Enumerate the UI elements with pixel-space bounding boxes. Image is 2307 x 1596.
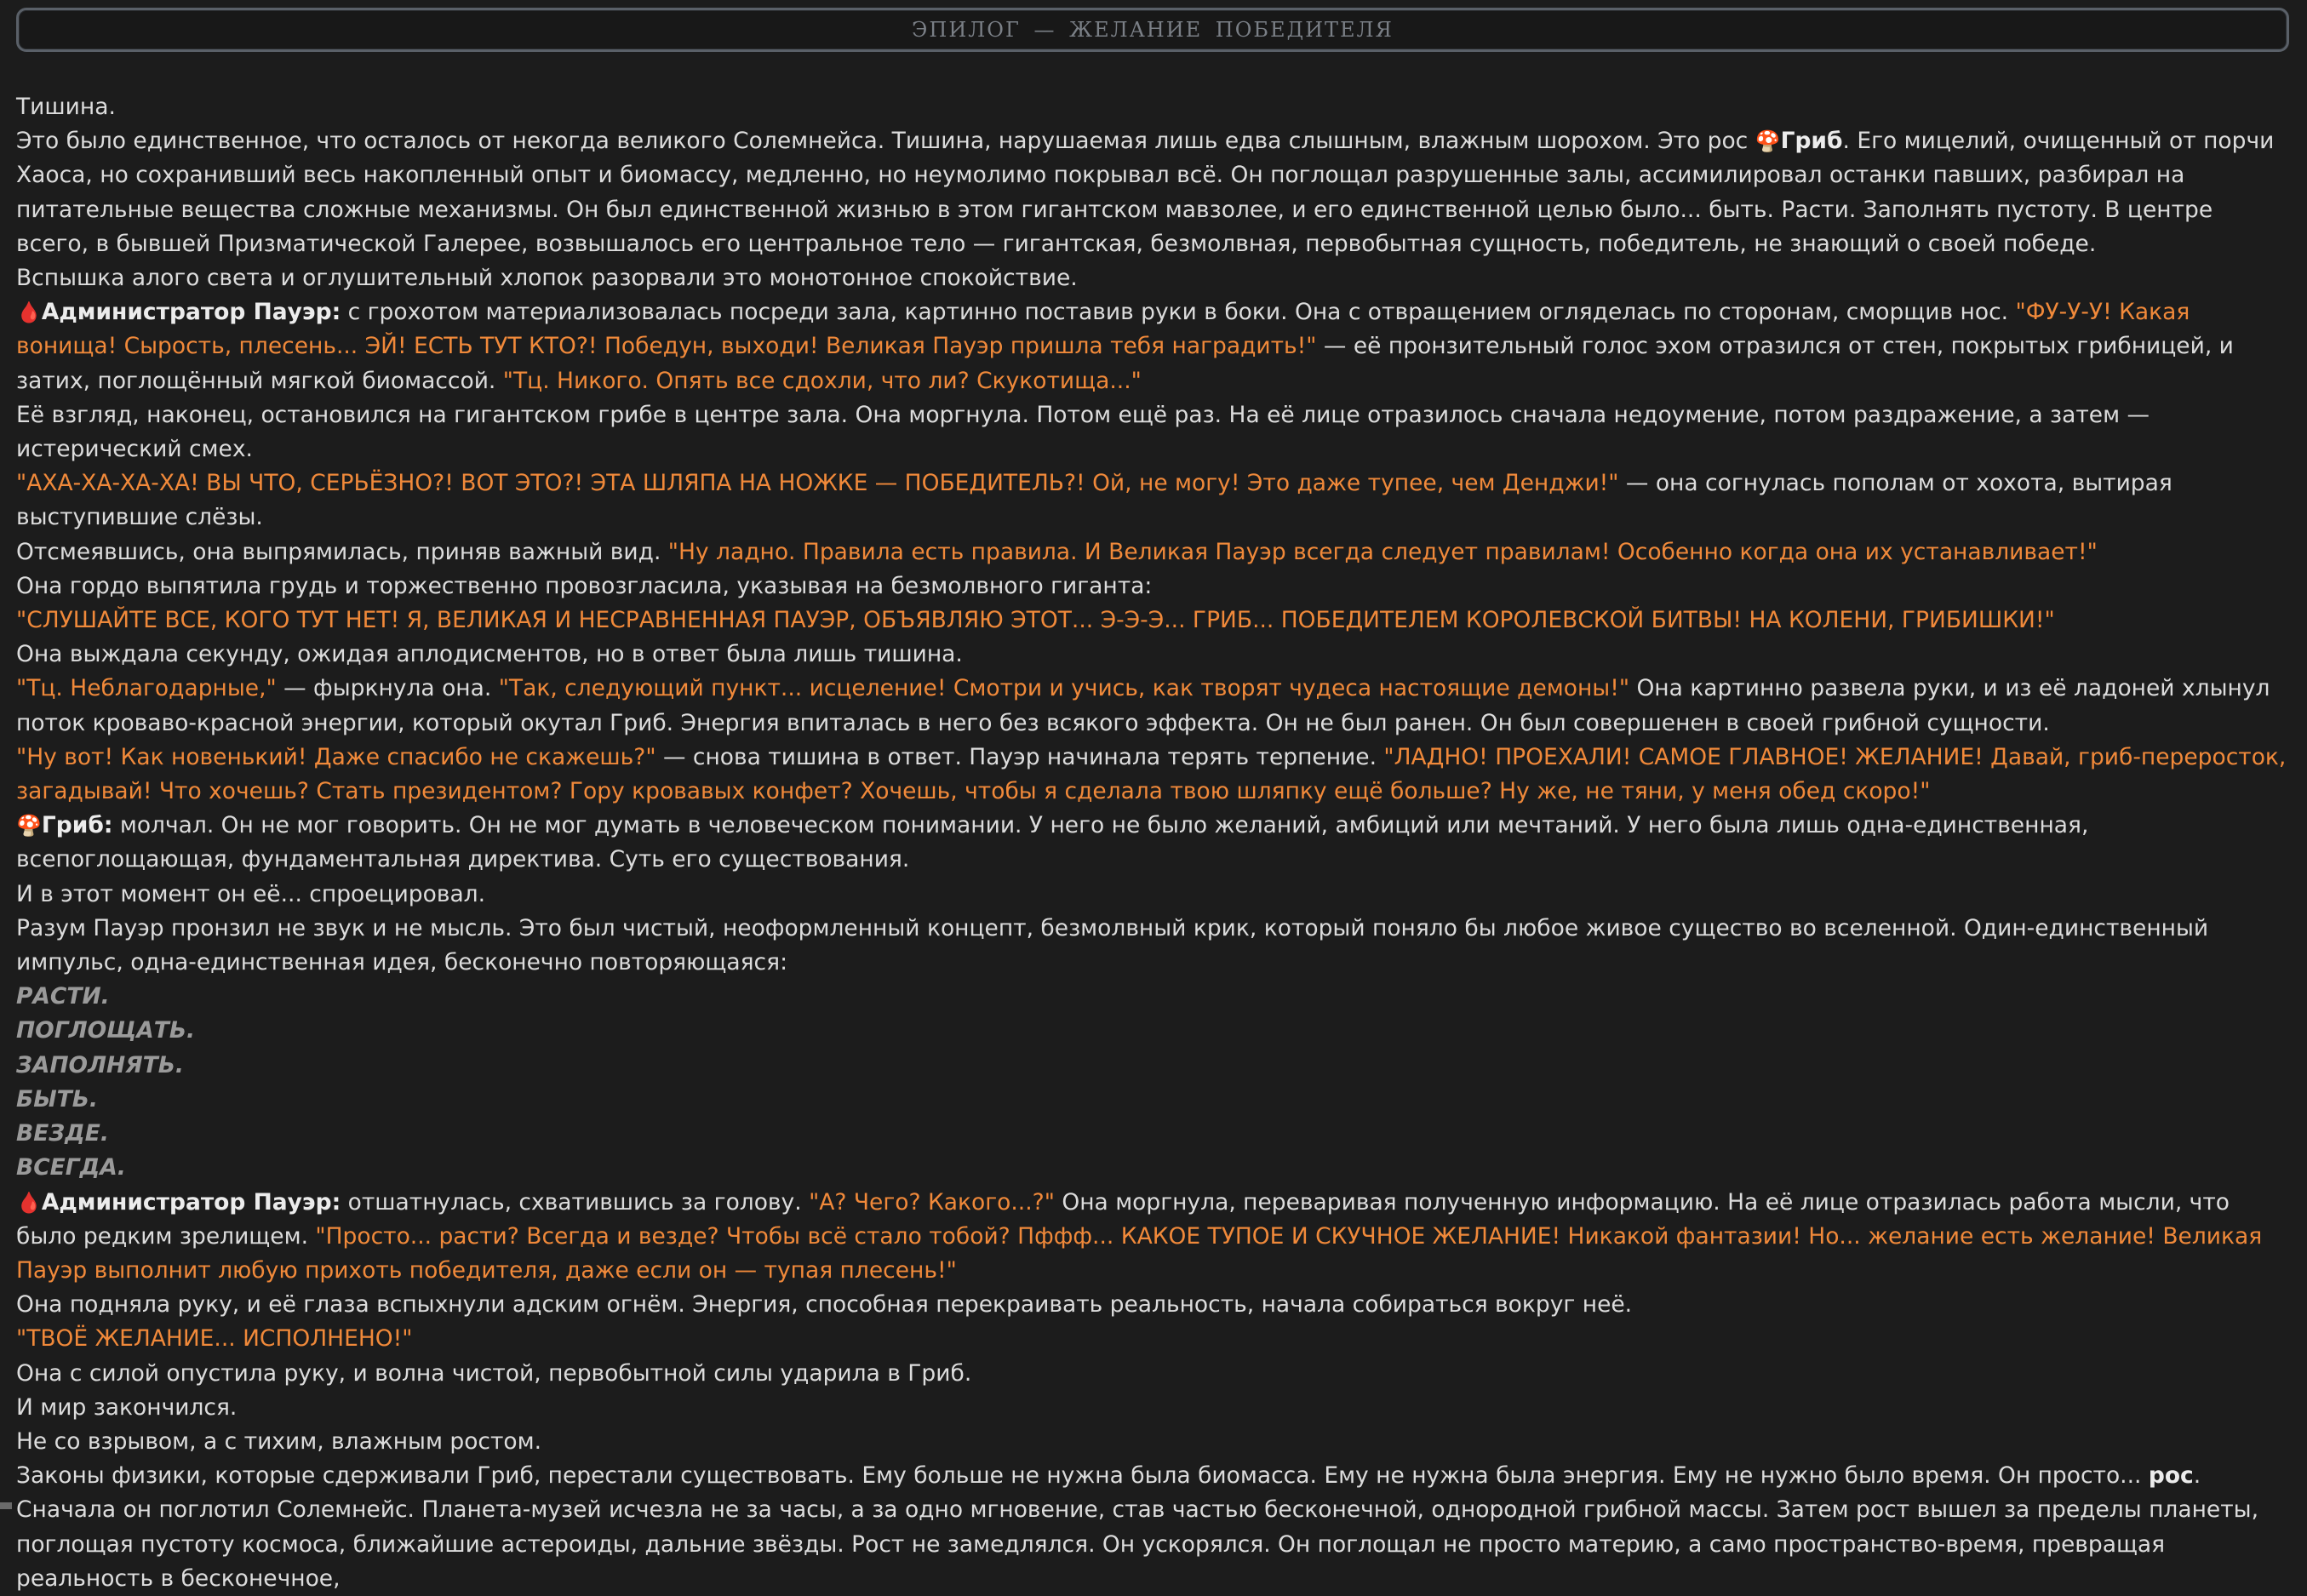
emphasis-word: рос	[2148, 1462, 2194, 1490]
paragraph-16-text-b: Она моргнула, переваривая полученную информацию. На её лице отразилась работа мысли, что было редким зрелищем.	[16, 1188, 2230, 1250]
paragraph-4	[16, 295, 2291, 398]
paragraph-9-quote: "СЛУШАЙТЕ ВСЕ, КОГО ТУТ НЕТ! Я, ВЕЛИКАЯ И НЕСРАВНЕННАЯ ПАУЭР, ОБЪЯВЛЯЮ ЭТОТ... Э-Э-Э... ГРИБ... ПОБЕДИТЕЛЕМ КОРОЛЕВСКОЙ БИТВЫ! НА КОЛЕНИ, ГРИБИШКИ!"	[16, 607, 2055, 634]
paragraph-2-text-a: Это было единственное, что осталось от некогда великого Солемнейса. Тишина, нарушаемая лишь едва слышным, влажным шорохом. Это рос	[16, 128, 1755, 155]
mushroom-icon: 🍄	[16, 814, 42, 838]
resize-corner[interactable]	[0, 1502, 12, 1509]
paragraph-16	[16, 1186, 2291, 1289]
chant-line: ЗАПОЛНЯТЬ.	[16, 1051, 184, 1078]
paragraph-3: Вспышка алого света и оглушительный хлопок разорвали это монотонное спокойствие.	[16, 265, 1078, 292]
paragraph-6-text: — она согнулась пополам от хохота, вытирая выступившие слёзы.	[16, 470, 2172, 531]
paragraph-12-text: — снова тишина в ответ. Пауэр начинала терять терпение.	[655, 743, 1384, 770]
paragraph-10: Она выждала секунду, ожидая аплодисментов, но в ответ была лишь тишина.	[16, 641, 963, 668]
paragraph-11	[16, 672, 2291, 740]
chapter-header	[16, 8, 2289, 52]
character-name-power: Администратор Пауэр:	[41, 1188, 341, 1216]
power-quote: "Просто... расти? Всегда и везде? Чтобы всё стало тобой? Пффф... КАКОЕ ТУПОЕ И СКУЧНОЕ ЖЕЛАНИЕ! Никакой фантазии! Но... желание есть желание! Великая Пауэр выполнит любую прихоть победителя, даже если он — тупая плесень!"	[16, 1222, 2263, 1284]
blood-drop-icon: 🩸	[16, 300, 42, 325]
paragraph-13-text: молчал. Он не мог говорить. Он не мог думать в человеческом понимании. У него не было желаний, амбиций или мечтаний. У него была лишь одна-единственная, всепоглощающая, фундаментальная директива. Суть его существования.	[16, 812, 2089, 873]
mushroom-icon: 🍄	[1755, 129, 1781, 154]
paragraph-5: Её взгляд, наконец, остановился на гигантском грибе в центре зала. Она моргнула. Потом ещё раз. На её лице отразилось сначала недоумение, потом раздражение, а затем — истерический смех.	[16, 401, 2150, 463]
chant-line: ВЕЗДЕ.	[16, 1120, 109, 1147]
paragraph-11-text-a: — фыркнула она.	[276, 675, 499, 702]
paragraph-22	[16, 1459, 2291, 1493]
power-quote: "Так, следующий пункт... исцеление! Смотри и учись, как творят чудеса настоящие демоны!"	[498, 675, 1630, 702]
chant-line: БЫТЬ.	[16, 1085, 98, 1113]
paragraph-22-text-b: .	[2193, 1462, 2201, 1490]
power-quote: "Ну ладно. Правила есть правила. И Великая Пауэр всегда следует правилам! Особенно когда она их устанавливает!"	[667, 538, 2098, 565]
paragraph-14: И в этот момент он её... спроецировал.	[16, 880, 486, 907]
story-text[interactable]	[16, 90, 2291, 1592]
paragraph-21: Не со взрывом, а с тихим, влажным ростом.	[16, 1427, 542, 1455]
paragraph-16-text-a: отшатнулась, схватившись за голову.	[341, 1188, 810, 1216]
paragraph-2-text-b: . Его мицелий, очищенный от порчи Хаоса, но сохранивший весь накопленный опыт и биомассу, медленно, но неумолимо покрывал всё. Он поглощал разрушенные залы, ассимилировал останки павших, разбирал на питательные вещества сложные механизмы. Он был единственной жизнью в этом гигантском мавзолее, и его единственной целью было... быть. Расти. Заполнять пустоту. В центре всего, в бывшей Призматической Галерее, возвышалось его центральное тело — гигантская, безмолвная, первобытная сущность, победитель, не знающий о своей победе.	[16, 128, 2275, 257]
paragraph-15: Разум Пауэр пронзил не звук и не мысль. Это был чистый, неоформленный концепт, безмолвный крик, который поняло бы любое живое существо во вселенной. Один-единственный импульс, одна-единственная идея, бесконечно повторяющаяся:	[16, 914, 2209, 976]
blood-drop-icon: 🩸	[16, 1190, 42, 1215]
paragraph-18-quote: "ТВОЁ ЖЕЛАНИЕ... ИСПОЛНЕНО!"	[16, 1325, 413, 1353]
power-quote: "А? Чего? Какого...?"	[809, 1188, 1055, 1216]
paragraph-6	[16, 466, 2291, 535]
paragraph-1: Тишина.	[16, 94, 116, 120]
paragraph-13	[16, 809, 2291, 877]
paragraph-19: Она с силой опустила руку, и волна чистой, первобытной силы ударила в Гриб.	[16, 1359, 972, 1387]
power-quote: "Ну вот! Как новенький! Даже спасибо не скажешь?"	[16, 743, 656, 770]
paragraph-20: И мир закончился.	[16, 1393, 238, 1421]
power-quote: "ЛАДНО! ПРОЕХАЛИ! САМОЕ ГЛАВНОЕ! ЖЕЛАНИЕ! Давай, гриб-переросток, загадывай! Что хочешь? Стать президентом? Гору кровавых конфет? Хочешь, чтобы я сделала твою шляпку ещё больше? Ну же, не тяни, у меня обед скоро!"	[16, 743, 2287, 805]
chant-line: ВСЕГДА.	[16, 1154, 126, 1181]
power-quote: "ФУ-У-У! Какая вонища! Сырость, плесень... ЭЙ! ЕСТЬ ТУТ КТО?! Победун, выходи! Великая Пауэр пришла тебя наградить!"	[16, 299, 2190, 360]
paragraph-7-text: Отсмеявшись, она выпрямилась, приняв важный вид.	[16, 538, 668, 565]
paragraph-22-text-a: Законы физики, которые сдерживали Гриб, перестали существовать. Ему больше не нужна была биомасса. Ему не нужна была энергия. Ему не нужно было время. Он просто...	[16, 1462, 2149, 1490]
paragraph-7	[16, 535, 2291, 569]
paragraph-2	[16, 124, 2291, 261]
power-quote: "Тц. Никого. Опять все сдохли, что ли? Скукотища..."	[502, 367, 1142, 394]
paragraph-23: Сначала он поглотил Солемнейс. Планета-музей исчезла не за часы, а за одно мгновение, став частью бесконечной, однородной грибной массы. Затем рост вышел за пределы планеты, поглощая пустоту космоса, ближайшие астероиды, дальние звёзды. Рост не замедлялся. Он ускорялся. Он поглощал не просто материю, а само пространство-время, превращая реальность в бесконечное,	[16, 1496, 2258, 1592]
power-quote: "АХА-ХА-ХА-ХА! ВЫ ЧТО, СЕРЬЁЗНО?! ВОТ ЭТО?! ЭТА ШЛЯПА НА НОЖКЕ — ПОБЕДИТЕЛЬ?! Ой, не могу! Это даже тупее, чем Денджи!"	[16, 470, 1619, 497]
character-name-grib: Гриб	[1780, 128, 1843, 155]
power-quote: "Тц. Неблагодарные,"	[16, 675, 277, 702]
chant-line: ПОГЛОЩАТЬ.	[16, 1017, 196, 1044]
paragraph-4-text-a: с грохотом материализовалась посреди зала, картинно поставив руки в боки. Она с отвращением огляделась по сторонам, сморщив нос.	[341, 299, 2016, 326]
chant-line: РАСТИ.	[16, 983, 110, 1010]
paragraph-12	[16, 741, 2291, 809]
chapter-title: ЭПИЛОГ — ЖЕЛАНИЕ ПОБЕДИТЕЛЯ	[912, 18, 1394, 42]
paragraph-4-text-b: — её пронзительный голос эхом отразился от стен, покрытых грибницей, и затих, поглощённый мягкой биомассой.	[16, 333, 2234, 394]
paragraph-11-text-b: Она картинно развела руки, и из её ладоней хлынул поток кроваво-красной энергии, который окутал Гриб. Энергия впиталась в него без всякого эффекта. Он не был ранен. Он был совершенен в своей грибной сущности.	[16, 675, 2270, 736]
character-name-grib: Гриб:	[41, 812, 113, 839]
paragraph-8: Она гордо выпятила грудь и торжественно провозгласила, указывая на безмолвного гиганта:	[16, 572, 1153, 599]
character-name-power: Администратор Пауэр:	[41, 299, 341, 326]
paragraph-17: Она подняла руку, и её глаза вспыхнули адским огнём. Энергия, способная перекраивать реальность, начала собираться вокруг неё.	[16, 1291, 1633, 1319]
